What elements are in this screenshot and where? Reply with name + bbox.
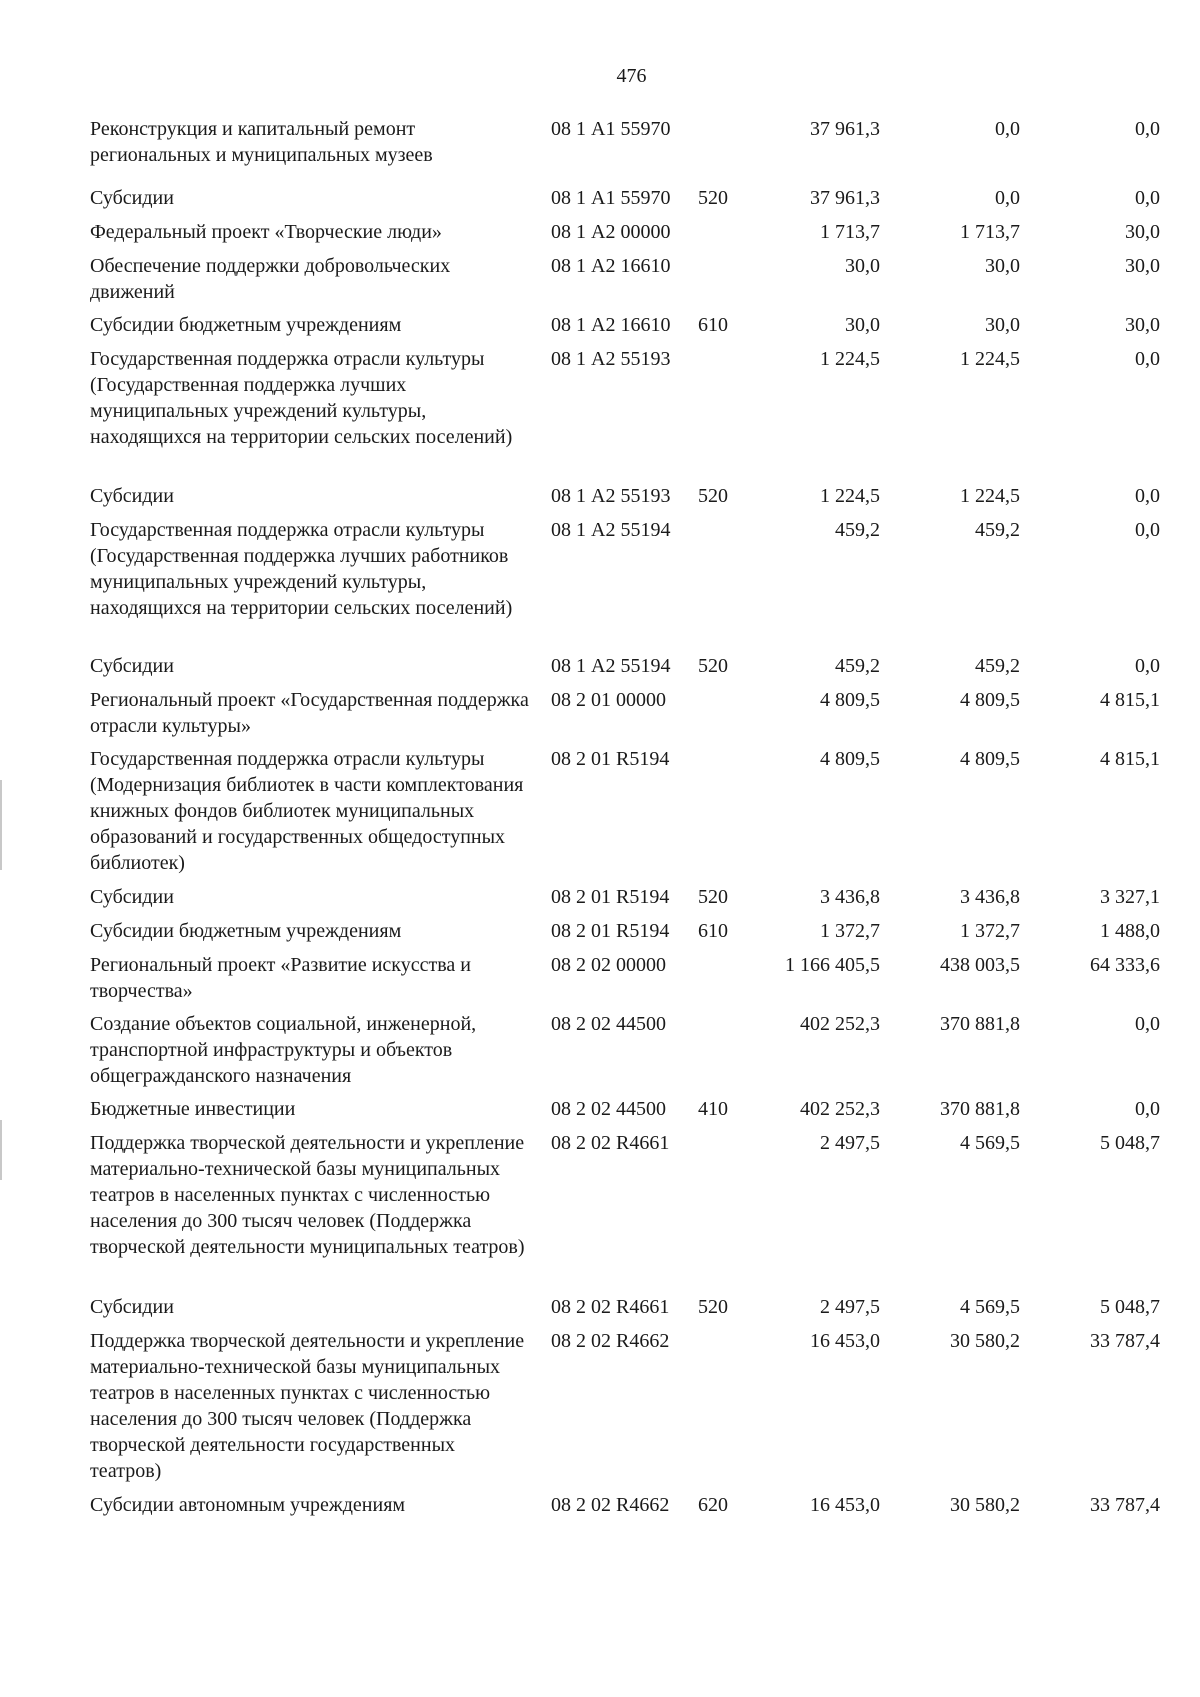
page-number: 476 xyxy=(616,65,647,87)
row-value-1: 1 713,7 xyxy=(820,221,880,243)
row-value-2: 3 436,8 xyxy=(960,886,1020,908)
row-type: 610 xyxy=(698,920,728,942)
row-value-3: 30,0 xyxy=(1125,221,1160,243)
row-value-1: 30,0 xyxy=(845,314,880,336)
row-name: Бюджетные инвестиции xyxy=(90,1098,296,1120)
row-value-2: 30 580,2 xyxy=(950,1494,1020,1516)
row-code: 08 2 01 R5194 xyxy=(551,748,670,770)
row-value-1: 459,2 xyxy=(835,655,880,677)
row-value-3: 0,0 xyxy=(1135,118,1160,140)
row-value-1: 402 252,3 xyxy=(800,1013,880,1035)
row-value-1: 2 497,5 xyxy=(820,1296,880,1318)
row-value-2: 4 569,5 xyxy=(960,1296,1020,1318)
row-value-3: 0,0 xyxy=(1135,519,1160,541)
row-type: 610 xyxy=(698,314,728,336)
row-code: 08 1 А2 16610 xyxy=(551,255,671,277)
row-value-3: 0,0 xyxy=(1135,1098,1160,1120)
row-name: Поддержка творческой деятельности и укрепление материально-технической базы муниципальных театров в населенных пунктах с численностью населения до 300 тысяч человек (Поддержка творческой деятельности государственных театров) xyxy=(90,1330,525,1482)
row-value-3: 64 333,6 xyxy=(1090,954,1160,976)
row-name: Региональный проект «Развитие искусства и творчества» xyxy=(90,954,471,1002)
row-code: 08 2 02 R4662 xyxy=(551,1330,670,1352)
row-value-1: 4 809,5 xyxy=(820,689,880,711)
row-value-2: 1 224,5 xyxy=(960,485,1020,507)
scan-margin-mark xyxy=(0,780,2,870)
row-code: 08 2 02 R4661 xyxy=(551,1132,670,1154)
row-value-3: 0,0 xyxy=(1135,1013,1160,1035)
row-code: 08 1 А2 55193 xyxy=(551,348,671,370)
row-value-3: 33 787,4 xyxy=(1090,1494,1160,1516)
row-code: 08 2 02 44500 xyxy=(551,1098,666,1120)
row-code: 08 2 01 00000 xyxy=(551,689,666,711)
row-value-2: 1 713,7 xyxy=(960,221,1020,243)
row-value-2: 0,0 xyxy=(995,187,1020,209)
row-value-2: 370 881,8 xyxy=(940,1013,1020,1035)
row-type: 520 xyxy=(698,886,728,908)
row-value-2: 1 372,7 xyxy=(960,920,1020,942)
row-code: 08 1 А2 16610 xyxy=(551,314,671,336)
row-name: Обеспечение поддержки добровольческих движений xyxy=(90,255,451,303)
row-type: 620 xyxy=(698,1494,728,1516)
row-name: Субсидии xyxy=(90,1296,174,1318)
row-value-1: 3 436,8 xyxy=(820,886,880,908)
row-code: 08 2 02 R4661 xyxy=(551,1296,670,1318)
row-name: Субсидии xyxy=(90,485,174,507)
scan-margin-mark xyxy=(0,1120,2,1180)
row-name: Субсидии бюджетным учреждениям xyxy=(90,920,402,942)
row-code: 08 1 А2 55194 xyxy=(551,519,671,541)
row-value-3: 33 787,4 xyxy=(1090,1330,1160,1352)
row-name: Региональный проект «Государственная поддержка отрасли культуры» xyxy=(90,689,529,737)
row-name: Субсидии xyxy=(90,187,174,209)
row-code: 08 2 01 R5194 xyxy=(551,886,670,908)
row-value-2: 30,0 xyxy=(985,255,1020,277)
row-name: Государственная поддержка отрасли культуры (Государственная поддержка лучших работников муниципальных учреждений культуры, находящихся на территории сельских поселений) xyxy=(90,519,513,619)
row-code: 08 1 А2 55193 xyxy=(551,485,671,507)
row-value-3: 30,0 xyxy=(1125,314,1160,336)
row-value-3: 0,0 xyxy=(1135,485,1160,507)
row-value-2: 370 881,8 xyxy=(940,1098,1020,1120)
row-value-2: 459,2 xyxy=(975,655,1020,677)
row-value-2: 30 580,2 xyxy=(950,1330,1020,1352)
row-value-2: 459,2 xyxy=(975,519,1020,541)
row-name: Субсидии автономным учреждениям xyxy=(90,1494,406,1516)
row-code: 08 1 А1 55970 xyxy=(551,118,671,140)
row-name: Поддержка творческой деятельности и укрепление материально-технической базы муниципальных театров в населенных пунктах с численностью населения до 300 тысяч человек (Поддержка творческой деятельности муниципальных театров) xyxy=(90,1132,525,1258)
row-code: 08 2 01 R5194 xyxy=(551,920,670,942)
row-value-2: 1 224,5 xyxy=(960,348,1020,370)
row-value-3: 0,0 xyxy=(1135,655,1160,677)
row-type: 520 xyxy=(698,485,728,507)
row-value-3: 4 815,1 xyxy=(1100,748,1160,770)
row-code: 08 2 02 44500 xyxy=(551,1013,666,1035)
row-code: 08 1 А1 55970 xyxy=(551,187,671,209)
row-value-3: 0,0 xyxy=(1135,187,1160,209)
row-name: Федеральный проект «Творческие люди» xyxy=(90,221,442,243)
row-name: Субсидии xyxy=(90,886,174,908)
row-name: Государственная поддержка отрасли культуры (Государственная поддержка лучших муниципальных учреждений культуры, находящихся на территории сельских поселений) xyxy=(90,348,513,448)
row-value-3: 5 048,7 xyxy=(1100,1296,1160,1318)
row-value-1: 1 166 405,5 xyxy=(785,954,880,976)
row-value-1: 2 497,5 xyxy=(820,1132,880,1154)
row-value-1: 1 224,5 xyxy=(820,348,880,370)
row-code: 08 1 А2 55194 xyxy=(551,655,671,677)
row-value-2: 0,0 xyxy=(995,118,1020,140)
row-name: Реконструкция и капитальный ремонт региональных и муниципальных музеев xyxy=(90,118,433,166)
row-value-2: 4 809,5 xyxy=(960,689,1020,711)
row-value-1: 1 224,5 xyxy=(820,485,880,507)
row-value-1: 30,0 xyxy=(845,255,880,277)
row-value-1: 37 961,3 xyxy=(810,118,880,140)
row-value-3: 1 488,0 xyxy=(1100,920,1160,942)
row-value-3: 5 048,7 xyxy=(1100,1132,1160,1154)
row-name: Государственная поддержка отрасли культуры (Модернизация библиотек в части комплектования книжных фондов библиотек муниципальных образований и государственных общедоступных библиотек) xyxy=(90,748,524,874)
row-value-3: 0,0 xyxy=(1135,348,1160,370)
row-value-2: 4 569,5 xyxy=(960,1132,1020,1154)
row-value-2: 30,0 xyxy=(985,314,1020,336)
row-value-3: 30,0 xyxy=(1125,255,1160,277)
row-code: 08 2 02 R4662 xyxy=(551,1494,670,1516)
row-value-2: 438 003,5 xyxy=(940,954,1020,976)
row-name: Субсидии бюджетным учреждениям xyxy=(90,314,402,336)
row-value-2: 4 809,5 xyxy=(960,748,1020,770)
row-value-1: 402 252,3 xyxy=(800,1098,880,1120)
row-code: 08 1 А2 00000 xyxy=(551,221,671,243)
row-value-1: 16 453,0 xyxy=(810,1330,880,1352)
row-value-1: 1 372,7 xyxy=(820,920,880,942)
row-type: 520 xyxy=(698,655,728,677)
row-type: 520 xyxy=(698,1296,728,1318)
row-value-3: 4 815,1 xyxy=(1100,689,1160,711)
row-value-1: 37 961,3 xyxy=(810,187,880,209)
row-type: 520 xyxy=(698,187,728,209)
row-value-3: 3 327,1 xyxy=(1100,886,1160,908)
row-type: 410 xyxy=(698,1098,728,1120)
row-name: Субсидии xyxy=(90,655,174,677)
row-name: Создание объектов социальной, инженерной, транспортной инфраструктуры и объектов общегражданского назначения xyxy=(90,1013,477,1087)
row-code: 08 2 02 00000 xyxy=(551,954,666,976)
row-value-1: 4 809,5 xyxy=(820,748,880,770)
row-value-1: 459,2 xyxy=(835,519,880,541)
row-value-1: 16 453,0 xyxy=(810,1494,880,1516)
